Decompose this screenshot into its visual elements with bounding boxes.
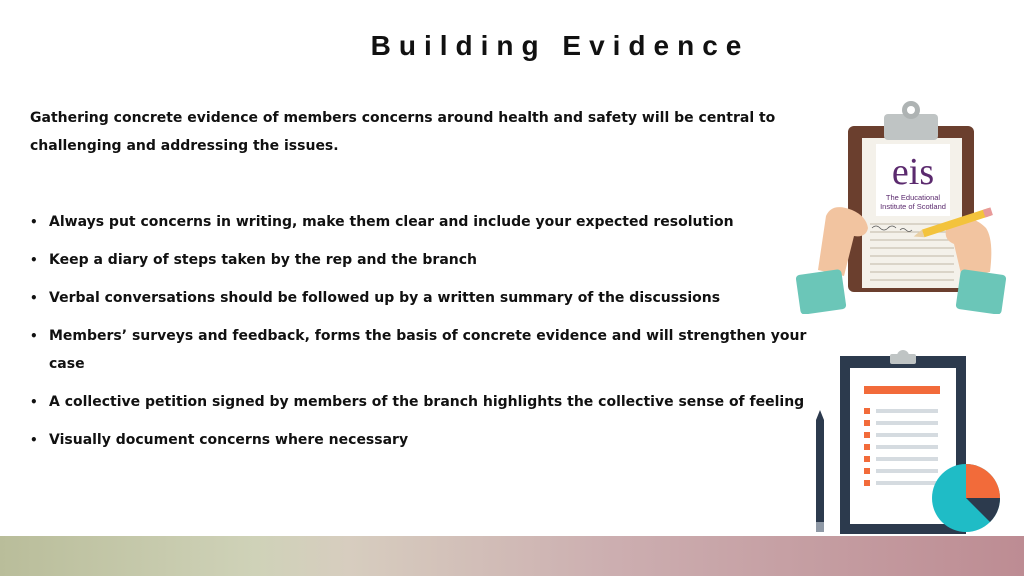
list-item xyxy=(30,322,820,378)
bullet-dot: • xyxy=(30,215,38,229)
checklist-clipboard-illustration xyxy=(804,346,1004,546)
bullet-text: Keep a diary of steps taken by the rep and the branch xyxy=(49,252,478,268)
bullet-text: A collective petition signed by members of the branch highlights the collective sense of feeling xyxy=(49,394,805,410)
list-item xyxy=(30,208,820,236)
intro-paragraph: Gathering concrete evidence of members concerns around health and safety will be central to challenging and addressing the issues. xyxy=(30,110,776,154)
list-item xyxy=(30,426,820,454)
list-item xyxy=(30,246,820,274)
pencil-icon xyxy=(816,410,824,532)
bullet-text: Always put concerns in writing, make them clear and include your expected resolution xyxy=(49,214,734,230)
bullet-list xyxy=(30,208,820,464)
logo-line-1: The Educational xyxy=(885,193,941,202)
left-sleeve xyxy=(796,269,847,314)
bullet-text: Visually document concerns where necessary xyxy=(49,432,409,448)
pie-chart-icon xyxy=(932,464,1000,532)
clipboard-hands-illustration xyxy=(796,96,1006,314)
slide-title: Building Evidence xyxy=(370,30,750,61)
footer-gradient-bar xyxy=(0,536,1024,576)
bullet-dot: • xyxy=(30,291,38,305)
bullet-dot: • xyxy=(30,395,38,409)
bullet-dot: • xyxy=(30,253,38,267)
bullet-dot: • xyxy=(30,329,38,343)
checklist-header-bar xyxy=(864,386,940,394)
list-item xyxy=(30,284,820,312)
right-sleeve xyxy=(955,269,1006,314)
bullet-dot: • xyxy=(30,433,38,447)
bullet-text: Members’ surveys and feedback, forms the basis of concrete evidence and will strengthen your case xyxy=(49,328,807,372)
logo-line-2: Institute of Scotland xyxy=(880,202,946,211)
list-item xyxy=(30,388,820,416)
eis-logo-mark: eis xyxy=(891,151,935,193)
bullet-text: Verbal conversations should be followed up by a written summary of the discussions xyxy=(49,290,721,306)
